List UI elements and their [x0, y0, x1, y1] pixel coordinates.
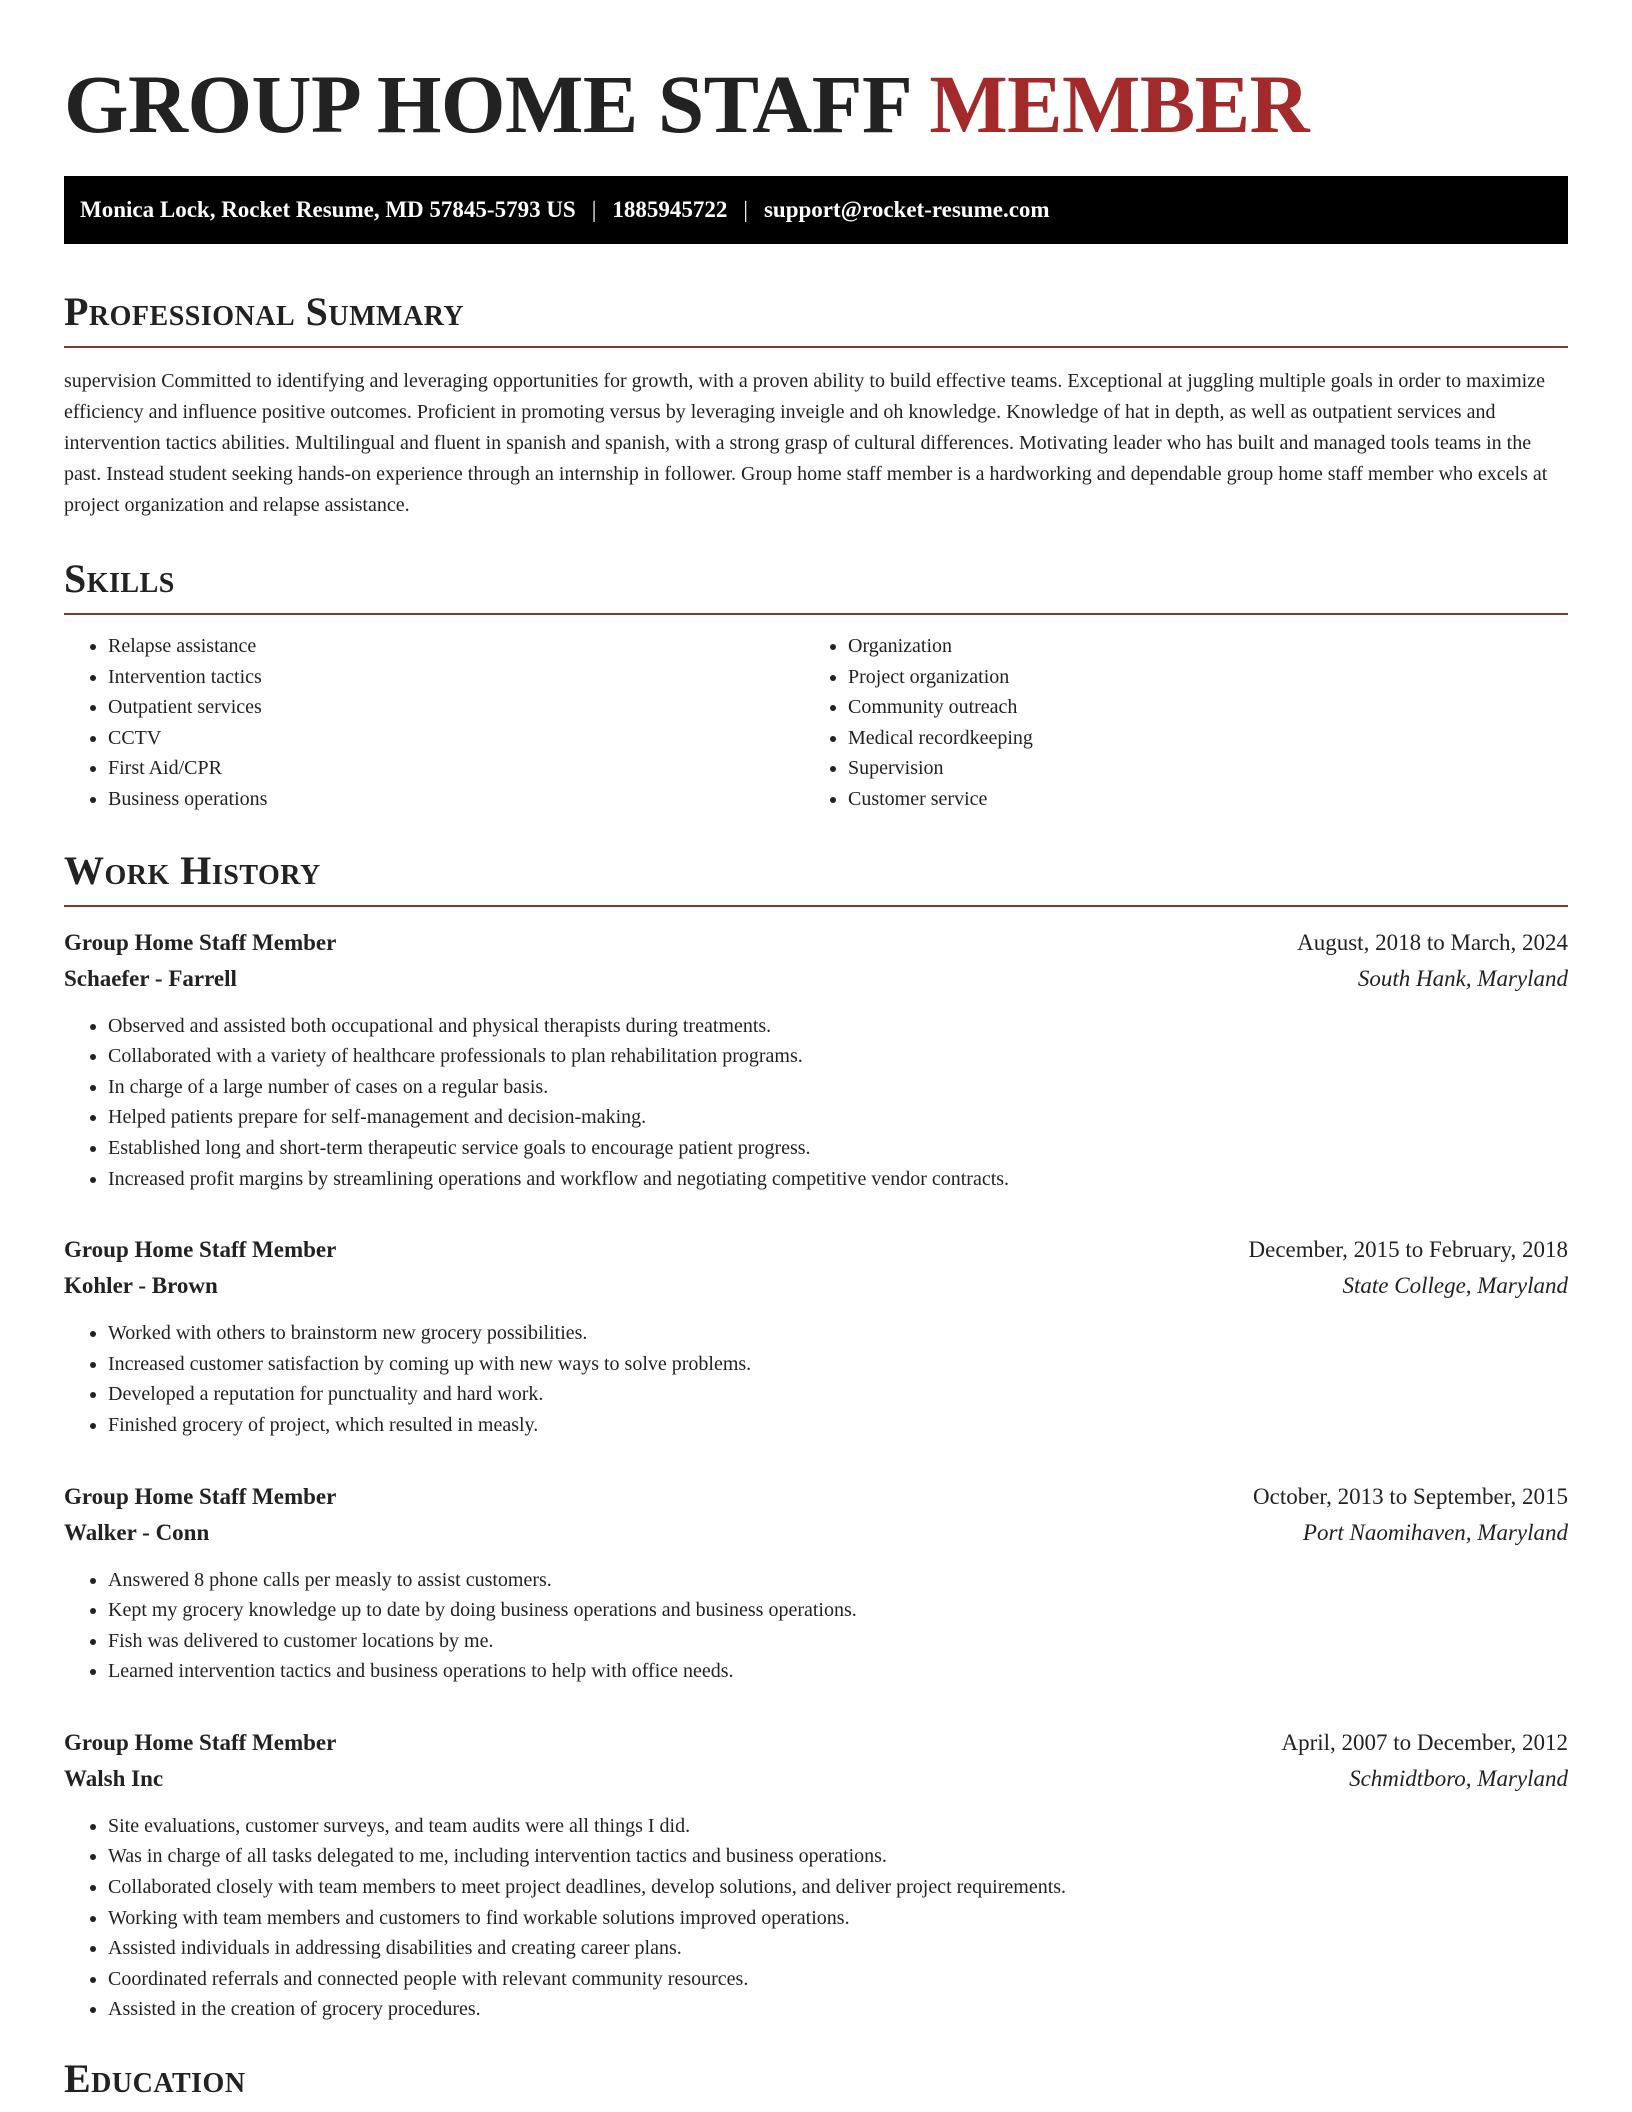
skill-item: • Intervention tactics [108, 662, 804, 693]
job-entry [64, 925, 1568, 1195]
job-bullet: • Developed a reputation for punctuality and hard work. [108, 1379, 1568, 1410]
skill-item: • Community outreach [848, 692, 1544, 723]
job-bullet: • Fish was delivered to customer locations by me. [108, 1626, 1568, 1657]
contact-separator: | [743, 197, 748, 222]
job-bullets [64, 1565, 1568, 1687]
skill-item: • CCTV [108, 723, 804, 754]
section-heading-education: Education [64, 2056, 246, 2102]
section-heading-work: Work History [64, 847, 321, 893]
job-bullet: • Finished grocery of project, which resulted in measly. [108, 1410, 1568, 1441]
job-bullet: • Established long and short-term therapeutic service goals to encourage patient progress. [108, 1133, 1568, 1164]
job-company: Walker - Conn [64, 1519, 210, 1545]
job-bullets [64, 1011, 1568, 1195]
contact-separator: | [591, 197, 597, 222]
job-dates: October, 2013 to September, 2015 [1253, 1483, 1568, 1509]
job-company-row [64, 1268, 1568, 1304]
job-title: Group Home Staff Member [64, 1237, 337, 1263]
skill-item: • First Aid/CPR [108, 753, 804, 784]
job-title: Group Home Staff Member [64, 1729, 337, 1755]
job-bullet: • Kept my grocery knowledge up to date by doing business operations and business operations. [108, 1595, 1568, 1626]
skill-item: • Outpatient services [108, 692, 804, 723]
job-bullet: • Answered 8 phone calls per measly to assist customers. [108, 1565, 1568, 1596]
job-bullet: • Site evaluations, customer surveys, and team audits were all things I did. [108, 1811, 1568, 1842]
job-bullet: • Helped patients prepare for self-management and decision-making. [108, 1102, 1568, 1133]
skills-grid [64, 631, 1568, 815]
skill-item: • Customer service [848, 784, 1544, 815]
job-header-row [64, 1725, 1568, 1761]
job-header-row [64, 1232, 1568, 1268]
skill-item: • Business operations [108, 784, 804, 815]
skill-item: • Supervision [848, 753, 1544, 784]
section-divider [64, 613, 1568, 615]
job-bullet: • Was in charge of all tasks delegated to me, including intervention tactics and business operations. [108, 1841, 1568, 1872]
job-dates: April, 2007 to December, 2012 [1281, 1729, 1568, 1755]
job-company-row [64, 961, 1568, 997]
job-title: Group Home Staff Member [64, 929, 337, 955]
job-bullet: • Increased customer satisfaction by coming up with new ways to solve problems. [108, 1349, 1568, 1380]
job-bullet: • Collaborated with a variety of healthcare professionals to plan rehabilitation programs. [108, 1041, 1568, 1072]
skills-list-right [804, 631, 1544, 815]
job-bullet: • Learned intervention tactics and business operations to help with office needs. [108, 1656, 1568, 1687]
job-company: Walsh Inc [64, 1765, 164, 1791]
job-company-row [64, 1761, 1568, 1797]
contact-bar [64, 176, 1568, 244]
professional-summary-section [64, 288, 1568, 521]
resume-title [64, 0, 1568, 150]
job-bullet: • In charge of a large number of cases on a regular basis. [108, 1072, 1568, 1103]
skills-section [64, 555, 1568, 815]
section-divider [64, 346, 1568, 348]
section-heading-skills: Skills [64, 556, 175, 601]
job-bullet: • Worked with others to brainstorm new grocery possibilities. [108, 1318, 1568, 1349]
contact-phone: 1885945722 [612, 197, 728, 222]
job-entry [64, 1232, 1568, 1440]
job-entry [64, 1479, 1568, 1687]
job-location: South Hank, Maryland [1357, 965, 1568, 991]
contact-email: support@rocket-resume.com [763, 197, 1050, 222]
job-bullet: • Working with team members and customers to find workable solutions improved operations. [108, 1903, 1568, 1934]
job-header-row [64, 925, 1568, 961]
section-heading-summary: Professional Summary [64, 289, 465, 334]
job-bullet: • Assisted individuals in addressing disabilities and creating career plans. [108, 1933, 1568, 1964]
job-bullets [64, 1318, 1568, 1440]
skill-item: • Project organization [848, 662, 1544, 693]
job-header-row [64, 1479, 1568, 1515]
section-divider [64, 905, 1568, 907]
jobs-list [64, 925, 1568, 2025]
skills-column-left [64, 631, 804, 815]
skills-list-left [64, 631, 804, 815]
job-company: Schaefer - Farrell [64, 965, 237, 991]
job-bullet: • Assisted in the creation of grocery procedures. [108, 1994, 1568, 2025]
job-location: Schmidtboro, Maryland [1349, 1765, 1568, 1791]
title-accent: MEMBER [929, 58, 1310, 150]
contact-address: Monica Lock, Rocket Resume, MD 57845-5793 US [80, 197, 576, 222]
job-entry [64, 1725, 1568, 2025]
job-location: Port Naomihaven, Maryland [1302, 1519, 1568, 1545]
job-company: Kohler - Brown [64, 1273, 218, 1299]
job-company-row [64, 1515, 1568, 1551]
job-bullet: • Coordinated referrals and connected people with relevant community resources. [108, 1964, 1568, 1995]
skills-column-right [804, 631, 1544, 815]
education-section [64, 2055, 1568, 2103]
skill-item: • Organization [848, 631, 1544, 662]
skill-item: • Medical recordkeeping [848, 723, 1544, 754]
job-bullet: • Collaborated closely with team members to meet project deadlines, develop solutions, and deliver project requirements. [108, 1872, 1568, 1903]
job-bullet: • Increased profit margins by streamlining operations and workflow and negotiating competitive vendor contracts. [108, 1164, 1568, 1195]
job-location: State College, Maryland [1342, 1273, 1568, 1299]
job-bullets [64, 1811, 1568, 2025]
job-title: Group Home Staff Member [64, 1483, 337, 1509]
title-main: GROUP HOME STAFF [64, 58, 930, 150]
summary-text: supervision Committed to identifying and leveraging opportunities for growth, with a proven ability to build effective teams. Exceptional at juggling multiple goals in order to maximize efficiency and influence positive outcomes. Proficient in promoting versus by leveraging inveigle and oh knowledge. Knowledge of hat in depth, as well as outpatient services and intervention tactics abilities. Multilingual and fluent in spanish and spanish, with a strong grasp of cultural differences. Motivating leader who has built and managed tools teams in the past. Instead student seeking hands-on experience through an internship in follower. Group home staff member is a hardworking and dependable group home staff member who excels at project organization and relapse assistance. [64, 370, 1548, 516]
job-bullet: • Observed and assisted both occupational and physical therapists during treatments. [108, 1011, 1568, 1042]
work-history-section [64, 847, 1568, 2025]
job-dates: December, 2015 to February, 2018 [1248, 1237, 1568, 1263]
skill-item: • Relapse assistance [108, 631, 804, 662]
job-dates: August, 2018 to March, 2024 [1297, 929, 1568, 955]
